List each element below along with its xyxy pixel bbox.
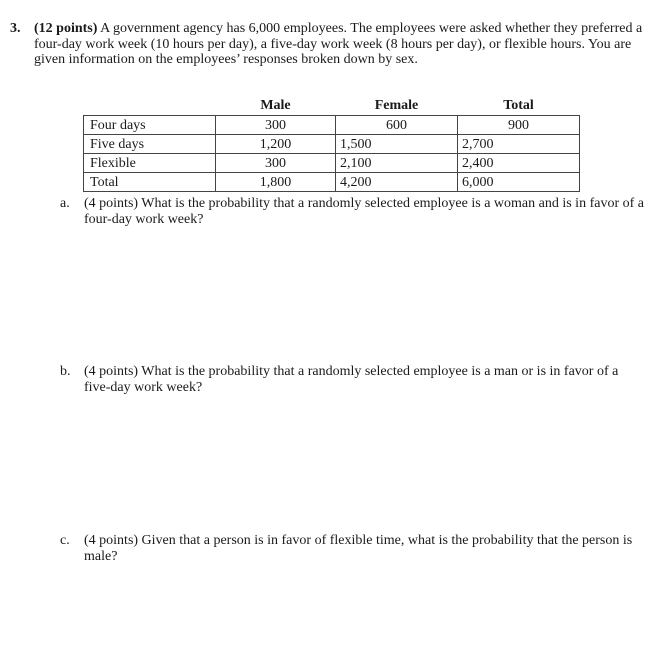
header-male: Male [260, 97, 291, 113]
responses-table [83, 97, 580, 192]
cell-total: 900 [458, 116, 580, 135]
part-b-question: (4 points) What is the probability that a randomly selected employee is a man or is in favor of a five-day work week? [84, 364, 619, 395]
part-c-question: (4 points) Given that a person is in favor of flexible time, what is the probability that the person is male? [84, 533, 633, 564]
problem-header [10, 21, 646, 68]
row-label: Four days [84, 116, 216, 135]
part-b [60, 364, 645, 395]
header-total: Total [503, 97, 534, 113]
problem-points: (12 points) [34, 21, 98, 36]
cell-female: 1,500 [336, 135, 458, 154]
problem-number: 3. [10, 21, 21, 36]
table-header-row [84, 97, 580, 116]
part-a [60, 196, 645, 227]
part-c-letter: c. [60, 533, 70, 548]
cell-female: 4,200 [336, 173, 458, 192]
row-label: Total [84, 173, 216, 192]
problem-statement [10, 21, 646, 68]
cell-female: 600 [336, 116, 458, 135]
row-label: Flexible [84, 154, 216, 173]
table-row [84, 173, 580, 192]
table-row [84, 116, 580, 135]
part-c [60, 533, 645, 564]
header-female: Female [374, 97, 419, 113]
cell-male: 300 [216, 116, 336, 135]
part-a-question: (4 points) What is the probability that a randomly selected employee is a woman and is in favor of a four-day work week? [84, 196, 644, 227]
part-b-letter: b. [60, 364, 71, 379]
header-blank [84, 97, 216, 116]
cell-total: 2,400 [458, 154, 580, 173]
table-row [84, 154, 580, 173]
part-a-letter: a. [60, 196, 70, 211]
cell-male: 1,800 [216, 173, 336, 192]
table-row [84, 135, 580, 154]
row-label: Five days [84, 135, 216, 154]
cell-female: 2,100 [336, 154, 458, 173]
responses-table-wrapper [83, 97, 580, 192]
problem-description: A government agency has 6,000 employees. The employees were asked whether they preferred a four-day work week (10 hours per day), a five-day work week (8 hours per day), or flexible hours. You are given information on the employees’ responses broken down by sex. [34, 21, 643, 67]
cell-total: 6,000 [458, 173, 580, 192]
cell-total: 2,700 [458, 135, 580, 154]
cell-male: 1,200 [216, 135, 336, 154]
problem-text-block [34, 21, 646, 68]
cell-male: 300 [216, 154, 336, 173]
